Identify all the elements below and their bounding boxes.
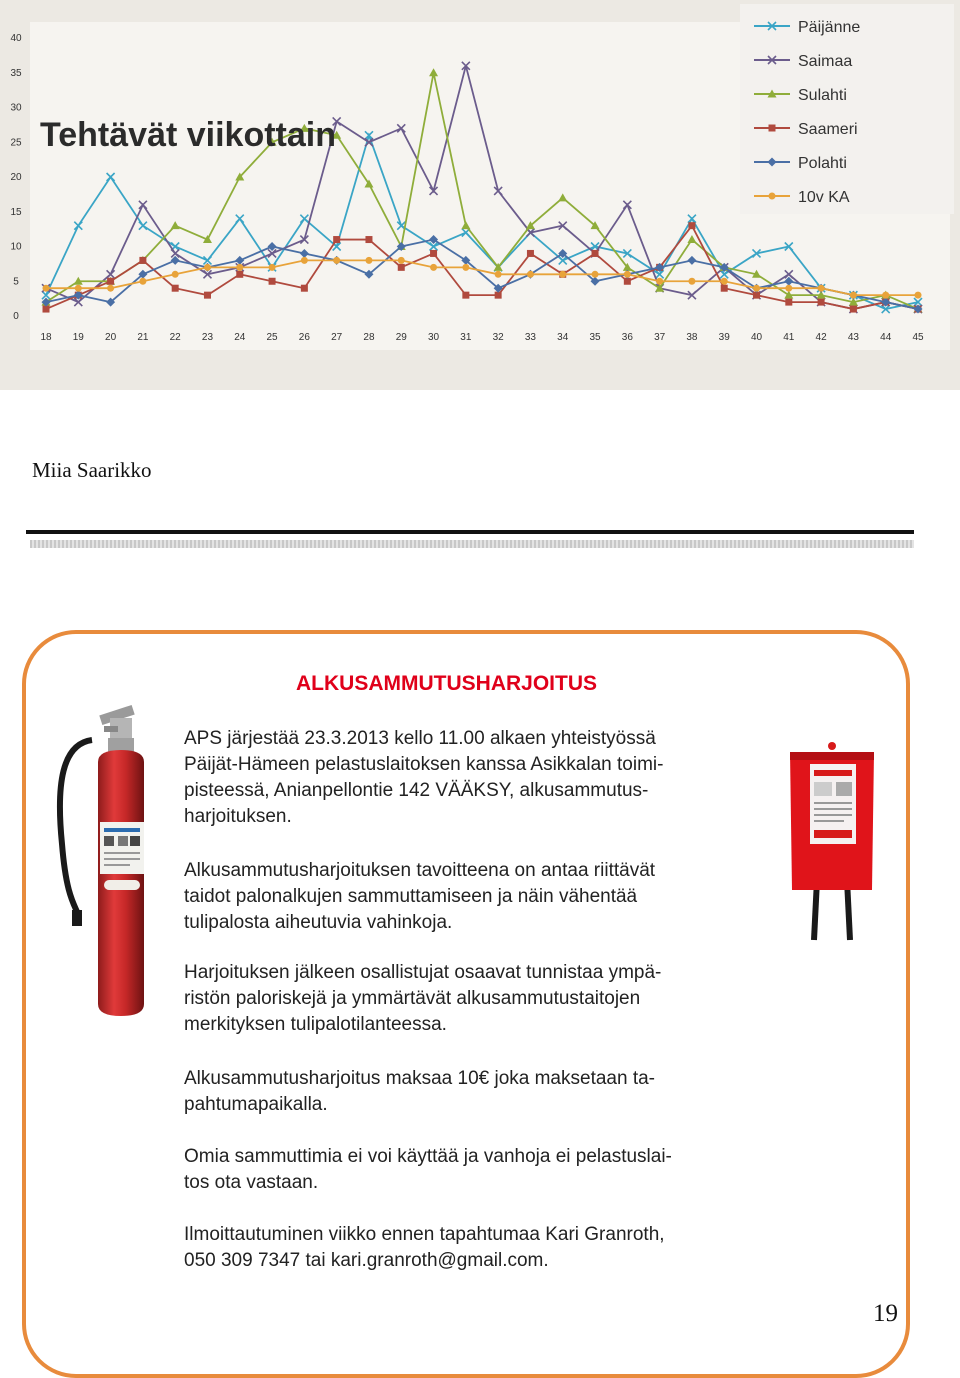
data-point-saameri [592, 250, 599, 257]
author-name: Miia Saarikko [32, 458, 152, 482]
legend-label-saimaa: Saimaa [798, 53, 853, 70]
data-point-saameri [139, 257, 146, 264]
x-tick-label: 44 [880, 332, 892, 343]
y-tick-label: 5 [13, 276, 19, 288]
x-tick-label: 26 [298, 332, 310, 343]
data-point-10v-ka [43, 285, 50, 292]
data-point-10v-ka [753, 285, 760, 292]
line-chart [0, 0, 960, 390]
data-point-10v-ka [269, 264, 276, 271]
notice-paragraph-event: APS järjestää 23.3.2013 kello 11.00 alkaen yhteistyössä Päijät-Hämeen pelastuslaitoksen kanssa Asikkalan toimi- pisteessä, Anianpellontie 142 VÄÄKSY, alkusammutus- harjoituksen. [184, 728, 664, 827]
legend-label-päijänne: Päijänne [798, 19, 861, 36]
data-point-10v-ka [236, 264, 243, 271]
x-tick-label: 30 [427, 332, 440, 343]
x-tick-label: 29 [395, 332, 407, 343]
notice-paragraph-goal: Alkusammutusharjoituksen tavoitteena on antaa riittävät taidot palonalkujen sammuttamiseen ja näin vähentää tulipalosta aiheutuvia vahinkoja. [184, 860, 656, 933]
data-point-10v-ka [850, 292, 857, 299]
legend-label-polahti: Polahti [798, 155, 847, 172]
chart-title: Tehtävät viikottain [40, 116, 336, 154]
x-tick-label: 41 [783, 332, 795, 343]
data-point-saameri [430, 250, 437, 257]
chart-panel [0, 0, 960, 390]
y-tick-label: 25 [10, 137, 22, 149]
x-tick-label: 40 [750, 332, 763, 343]
data-point-10v-ka [688, 278, 695, 285]
data-point-saameri [301, 285, 308, 292]
data-point-10v-ka [301, 257, 308, 264]
data-point-10v-ka [139, 278, 146, 285]
x-tick-label: 21 [137, 332, 149, 343]
data-point-saameri [688, 222, 695, 229]
data-point-10v-ka [818, 285, 825, 292]
data-point-10v-ka [398, 257, 405, 264]
x-tick-label: 39 [718, 332, 730, 343]
data-point-10v-ka [882, 292, 889, 299]
x-tick-label: 19 [72, 332, 84, 343]
y-tick-label: 0 [13, 311, 19, 322]
data-point-10v-ka [172, 271, 179, 278]
notice-title: ALKUSAMMUTUSHARJOITUS [296, 672, 597, 695]
data-point-10v-ka [430, 264, 437, 271]
data-point-10v-ka [527, 271, 534, 278]
x-tick-label: 38 [686, 332, 698, 343]
y-tick-label: 30 [10, 102, 22, 114]
data-point-10v-ka [785, 285, 792, 292]
x-tick-label: 23 [201, 332, 214, 343]
data-point-saameri [172, 285, 179, 292]
x-tick-label: 32 [492, 332, 504, 343]
data-point-10v-ka [365, 257, 372, 264]
data-point-10v-ka [624, 271, 631, 278]
data-point-10v-ka [592, 271, 599, 278]
data-point-10v-ka [333, 257, 340, 264]
data-point-saameri [333, 236, 340, 243]
data-point-saameri [527, 250, 534, 257]
x-tick-label: 22 [169, 332, 181, 343]
data-point-saameri [398, 264, 405, 271]
x-tick-label: 33 [524, 332, 537, 343]
notice-paragraph-registration: Ilmoittautuminen viikko ennen tapahtumaa Kari Granroth, 050 309 7347 tai kari.granroth@gmail.com. [184, 1224, 665, 1271]
x-tick-label: 37 [654, 332, 666, 343]
x-tick-label: 28 [363, 332, 375, 343]
x-tick-label: 34 [557, 332, 569, 343]
data-point-10v-ka [462, 264, 469, 271]
x-tick-label: 35 [589, 332, 601, 343]
data-point-saameri [365, 236, 372, 243]
y-tick-label: 20 [10, 172, 22, 183]
y-tick-label: 40 [10, 33, 22, 44]
y-tick-label: 15 [10, 206, 22, 218]
data-point-10v-ka [204, 264, 211, 271]
x-tick-label: 20 [105, 332, 117, 343]
x-tick-label: 25 [266, 332, 278, 343]
data-point-saameri [204, 292, 211, 299]
data-point-10v-ka [721, 278, 728, 285]
data-point-10v-ka [75, 285, 82, 292]
notice-paragraph-outcome: Harjoituksen jälkeen osallistujat osaavat tunnistaa ympä- ristön paloriskejä ja ymmärtävät alkusammutustaitojen merkityksen tulipalotilanteessa. [184, 962, 662, 1035]
notice-paragraph-extinguishers: Omia sammuttimia ei voi käyttää ja vanhoja ei pelastuslai- tos ota vastaan. [184, 1146, 672, 1193]
y-tick-label: 35 [10, 67, 22, 79]
data-point-saameri [462, 292, 469, 299]
divider-rule-shadow [30, 540, 914, 548]
data-point-saameri [721, 285, 728, 292]
data-point-10v-ka [656, 278, 663, 285]
data-point-saameri [850, 306, 857, 313]
data-point-saameri [818, 299, 825, 306]
legend-label-saameri: Saameri [798, 121, 858, 138]
page-number: 19 [873, 1300, 898, 1327]
legend-marker-10v-ka [769, 193, 776, 200]
x-tick-label: 31 [460, 332, 472, 343]
fire-extinguisher-image [52, 704, 162, 1024]
x-tick-label: 18 [40, 332, 52, 343]
notice-paragraph-price: Alkusammutusharjoitus maksaa 10€ joka maksetaan ta- pahtumapaikalla. [184, 1068, 656, 1115]
fire-blanket-image [784, 740, 880, 944]
data-point-10v-ka [915, 292, 922, 299]
data-point-saameri [236, 271, 243, 278]
x-tick-label: 36 [621, 332, 633, 343]
x-tick-label: 43 [847, 332, 859, 343]
y-tick-label: 10 [10, 241, 22, 253]
legend-marker-saameri [769, 125, 776, 132]
legend-label-sulahti: Sulahti [798, 87, 847, 104]
divider-rule [26, 530, 914, 534]
data-point-10v-ka [559, 271, 566, 278]
legend-label-10v-ka: 10v KA [798, 189, 850, 206]
x-tick-label: 42 [815, 332, 827, 343]
x-tick-label: 27 [331, 332, 343, 343]
data-point-saameri [107, 278, 114, 285]
data-point-saameri [269, 278, 276, 285]
data-point-10v-ka [495, 271, 502, 278]
x-tick-label: 24 [234, 332, 246, 343]
data-point-10v-ka [107, 285, 114, 292]
data-point-saameri [785, 299, 792, 306]
x-tick-label: 45 [912, 332, 924, 343]
